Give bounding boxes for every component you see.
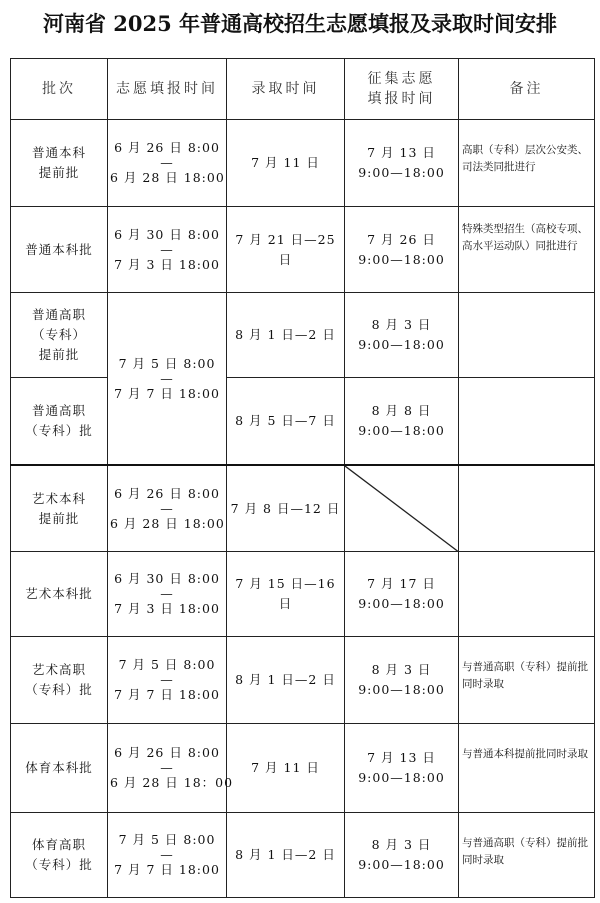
fill-dash: —	[160, 586, 174, 602]
batch-line: 艺术本科	[31, 490, 86, 506]
fill-start: 6 月 26 日 8:00	[114, 485, 220, 501]
fill-time-cell	[108, 552, 227, 637]
batch-line: 提前批	[38, 347, 80, 363]
solicit-time-cell	[345, 378, 459, 465]
solicit-time-cell	[345, 552, 459, 637]
note-cell	[459, 293, 595, 378]
fill-end: 6 月 28 日 18:00	[110, 515, 225, 531]
fill-start: 6 月 30 日 8:00	[114, 226, 220, 242]
solicit-time-cell	[345, 119, 459, 206]
table-row	[11, 724, 595, 813]
fill-start: 7 月 5 日 8:00	[118, 657, 216, 673]
fill-time-cell	[108, 724, 234, 813]
batch-line: （专科）批	[25, 857, 93, 872]
solicit-time-cell	[345, 637, 459, 724]
batch-line: 普通高职	[31, 307, 86, 323]
batch-cell	[11, 119, 108, 206]
solicit-hours: 9:00—18:00	[358, 337, 445, 353]
fill-start: 6 月 26 日 8:00	[114, 745, 220, 761]
header-admit-time: 录取时间	[227, 59, 345, 120]
batch-line: 普通本科	[31, 144, 86, 160]
diagonal-slash	[345, 466, 458, 551]
solicit-hours: 9:00—18:00	[358, 596, 445, 612]
admit-time-cell: 8 月 1 日—2 日	[227, 637, 345, 724]
batch-cell	[11, 724, 108, 813]
fill-time-cell	[108, 119, 227, 206]
fill-dash: —	[160, 241, 174, 257]
batch-cell	[11, 378, 108, 465]
note-cell	[459, 378, 595, 465]
schedule-table	[10, 58, 595, 898]
note-cell	[459, 465, 595, 552]
fill-dash: —	[160, 500, 174, 516]
table-row	[11, 206, 595, 293]
solicit-date: 8 月 3 日	[371, 662, 432, 678]
admit-time-cell: 8 月 1 日—2 日	[227, 813, 345, 898]
fill-dash: —	[160, 847, 174, 862]
header-row	[11, 59, 595, 120]
solicit-date: 7 月 13 日	[367, 750, 436, 766]
document-title: 河南省 2025 年普通高校招生志愿填报及录取时间安排	[42, 11, 558, 36]
batch-line: 艺术本科批	[25, 586, 93, 602]
header-batch: 批次	[11, 59, 108, 120]
fill-time-cell	[108, 206, 227, 293]
fill-start: 7 月 5 日 8:00	[118, 832, 216, 847]
batch-line: （专科）批	[25, 423, 93, 439]
fill-end: 6 月 28 日 18:00	[110, 169, 225, 185]
fill-dash: —	[160, 154, 174, 170]
fill-time-cell	[108, 465, 227, 552]
solicit-date: 7 月 17 日	[367, 576, 436, 592]
table-row	[11, 813, 595, 898]
fill-end: 7 月 3 日 18:00	[114, 256, 220, 272]
fill-start: 7 月 5 日 8:00	[118, 355, 216, 371]
solicit-time-cell	[345, 293, 459, 378]
admit-time-cell: 7 月 15 日—16 日	[227, 552, 345, 637]
note-cell: 高职（专科）层次公安类、司法类同批进行	[459, 119, 595, 206]
header-notes: 备注	[459, 59, 595, 120]
header-solicit-line2: 填报时间	[367, 90, 436, 107]
note-cell	[459, 552, 595, 637]
table-row	[11, 378, 595, 465]
note-cell: 与普通高职（专科）提前批同时录取	[459, 637, 595, 724]
batch-cell	[11, 206, 108, 293]
admit-time-cell: 8 月 1 日—2 日	[227, 293, 345, 378]
solicit-hours: 9:00—18:00	[358, 164, 445, 180]
solicit-time-cell	[345, 813, 459, 898]
solicit-date: 8 月 8 日	[371, 403, 432, 419]
note-cell: 与普通本科提前批同时录取	[459, 724, 595, 813]
batch-line: 普通本科批	[25, 241, 93, 257]
fill-end: 7 月 7 日 18:00	[114, 385, 220, 401]
table-row	[11, 465, 595, 552]
solicit-hours: 9:00—18:00	[358, 423, 445, 439]
batch-line: 体育高职	[31, 837, 86, 852]
batch-line: 提前批	[38, 164, 80, 180]
note-cell: 与普通高职（专科）提前批同时录取	[459, 813, 595, 898]
admit-time-cell: 7 月 8 日—12 日	[227, 465, 345, 552]
solicit-hours: 9:00—18:00	[358, 857, 445, 872]
solicit-hours: 9:00—18:00	[358, 682, 445, 698]
solicit-date: 8 月 3 日	[371, 317, 432, 333]
header-fill-time: 志愿填报时间	[108, 59, 227, 120]
admit-time-cell: 7 月 11 日	[227, 119, 345, 206]
fill-dash: —	[160, 672, 174, 688]
table-row	[11, 119, 595, 206]
table-row	[11, 637, 595, 724]
batch-cell	[11, 813, 108, 898]
batch-cell	[11, 293, 108, 378]
batch-cell	[11, 552, 108, 637]
note-cell: 特殊类型招生（高校专项、高水平运动队）同批进行	[459, 206, 595, 293]
solicit-not-applicable-cell	[345, 465, 459, 552]
fill-end: 7 月 7 日 18:00	[114, 862, 220, 877]
solicit-time-cell	[345, 724, 459, 813]
batch-line: 体育本科批	[25, 760, 93, 776]
admit-time-cell: 7 月 21 日—25 日	[227, 206, 345, 293]
fill-end: 7 月 3 日 18:00	[114, 601, 220, 617]
solicit-date: 8 月 3 日	[371, 837, 432, 852]
fill-dash: —	[160, 760, 174, 776]
batch-line: 普通高职	[31, 403, 86, 419]
table-row	[11, 552, 595, 637]
batch-cell	[11, 637, 108, 724]
admit-time-cell: 8 月 5 日—7 日	[227, 378, 345, 465]
batch-line: （专科）	[31, 327, 86, 343]
admit-time-cell: 7 月 11 日	[227, 724, 345, 813]
solicit-hours: 9:00—18:00	[358, 251, 445, 267]
fill-start: 6 月 30 日 8:00	[114, 571, 220, 587]
fill-time-cell	[108, 637, 227, 724]
fill-start: 6 月 26 日 8:00	[114, 139, 220, 155]
fill-time-cell	[108, 813, 227, 898]
fill-end: 7 月 7 日 18:00	[114, 687, 220, 703]
batch-line: （专科）批	[25, 682, 93, 698]
batch-line: 提前批	[38, 510, 80, 526]
solicit-date: 7 月 13 日	[367, 144, 436, 160]
table-row	[11, 293, 595, 378]
solicit-time-cell	[345, 206, 459, 293]
solicit-date: 7 月 26 日	[367, 231, 436, 247]
fill-end: 6 月 28 日 18：00	[110, 775, 234, 791]
fill-dash: —	[160, 370, 174, 386]
header-solicit-time	[345, 59, 459, 120]
fill-time-cell	[108, 293, 227, 465]
header-solicit-line1: 征集志愿	[367, 70, 436, 87]
batch-line: 艺术高职	[31, 662, 86, 678]
batch-cell	[11, 465, 108, 552]
solicit-hours: 9:00—18:00	[358, 770, 445, 786]
